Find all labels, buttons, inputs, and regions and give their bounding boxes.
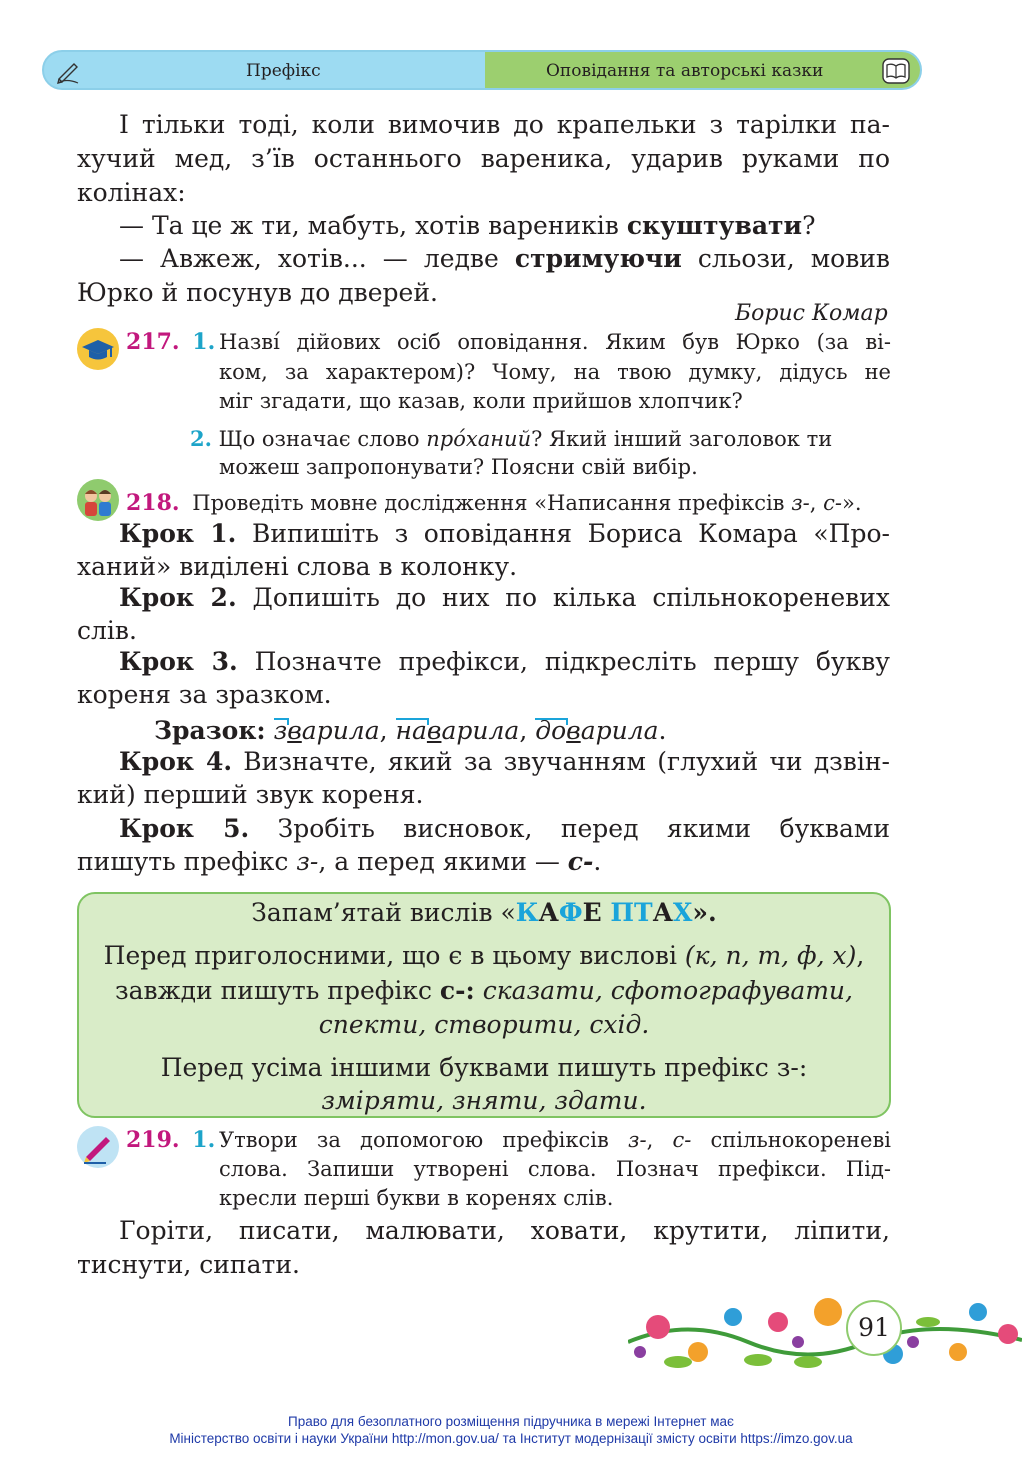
pen-icon xyxy=(56,58,82,84)
step-1: Крок 1. Випишіть з оповідання Бориса Комара «Про- xyxy=(119,519,890,548)
story-line: хучий мед, з’їв останнього вареника, ударив руками по xyxy=(77,144,890,173)
story-dialogue: — Авжеж, хотів... — ледве стримуючи сльози, мовив xyxy=(119,244,891,273)
exercise-217 xyxy=(126,328,215,357)
exercise-text: можеш запропонувати? Поясни свій вибір. xyxy=(219,455,698,479)
exercise-text: Утвори за допомогою префіксів з-, с- спільнокореневі xyxy=(219,1128,891,1152)
exercise-number: 219. xyxy=(126,1127,180,1153)
example-word: зняти, xyxy=(452,1086,547,1115)
step-4: Крок 4. Визначте, який за звучанням (глухий чи дзвін- xyxy=(119,747,890,776)
rule-text: Перед приголосними, що є в цьому вислові (к, п, т, ф, х), xyxy=(103,941,865,970)
story-author: Борис Комар xyxy=(735,301,888,326)
header-section-title: Префікс xyxy=(246,61,321,81)
exercise-number: 217. xyxy=(126,329,180,355)
exercise-text: 2. Що означає слово про́ханий? Який інший заголовок ти xyxy=(190,426,833,451)
example-word: сфотографувати, xyxy=(610,976,853,1005)
step-3: Крок 3. Позначте префікси, підкресліть першу букву xyxy=(119,647,890,676)
exercise-text: кресли перші букви в коренях слів. xyxy=(219,1186,614,1210)
exercise-219 xyxy=(126,1126,215,1155)
exercise-text: ком, за характером)? Чому, на твою думку, дідусь не xyxy=(219,360,891,384)
graduation-cap-icon xyxy=(76,327,120,371)
header-bar xyxy=(42,50,922,90)
step-3-cont: кореня за зразком. xyxy=(77,680,332,709)
example-word: сказати, xyxy=(482,976,603,1005)
example-word: створити, xyxy=(434,1010,582,1039)
step-2-cont: слів. xyxy=(77,616,137,645)
story-line: І тільки тоді, коли вимочив до крапельки з тарілки па- xyxy=(119,110,890,139)
step-5-cont: пишуть префікс з-, а перед якими — с-. xyxy=(77,847,602,876)
footer-line: Право для безоплатного розміщення підручника в мережі Інтернет має xyxy=(288,1414,734,1429)
rule-box xyxy=(77,892,891,1118)
story-line: Юрко й посунув до дверей. xyxy=(77,278,438,307)
story-dialogue: — Та це ж ти, мабуть, хотів вареників скуштувати? xyxy=(119,211,816,240)
footer-line: Міністерство освіти і науки України http://mon.gov.ua/ та Інститут модернізації змісту освіти https://imzo.gov.ua xyxy=(169,1431,853,1446)
rule-text: Перед усіма іншими буквами пишуть префікс з-: xyxy=(160,1053,808,1082)
exercise-text: слова. Запиши утворені слова. Познач префікси. Під- xyxy=(219,1157,891,1181)
rule-text xyxy=(79,1084,889,1118)
exercise-text: міг згадати, що казав, коли прийшов хлопчик? xyxy=(219,389,743,413)
floral-ornament xyxy=(628,1282,1022,1382)
story-line: колінах: xyxy=(77,178,186,207)
sample-line: Зразок: з варила, на варила, до варила. xyxy=(154,716,667,745)
rule-text xyxy=(79,1008,889,1042)
exercise-subnumber: 1. xyxy=(192,329,216,355)
exercise-218: 218. Проведіть мовне дослідження «Написання префіксів з-, с-». xyxy=(126,490,862,516)
example-word: зміряти, xyxy=(321,1086,445,1115)
word-list: тиснути, сипати. xyxy=(77,1250,300,1279)
exercise-text: Назві́ дійових осіб оповідання. Яким був Юрко (за ві- xyxy=(219,330,891,354)
writing-icon xyxy=(76,1125,120,1169)
step-1-cont: ханий» виділені слова в колонку. xyxy=(77,552,518,581)
rule-text: завжди пишуть префікс с-: сказати, сфотографувати, xyxy=(115,976,853,1005)
book-icon xyxy=(882,58,910,84)
example-word: схід. xyxy=(589,1010,650,1039)
exercise-subnumber: 1. xyxy=(192,1127,216,1153)
example-word: здати. xyxy=(554,1086,647,1115)
step-2: Крок 2. Допишіть до них по кілька спільнокореневих xyxy=(119,583,890,612)
exercise-number: 218. xyxy=(126,490,180,516)
header-chapter-title: Оповідання та авторські казки xyxy=(546,61,824,81)
group-work-icon xyxy=(76,478,120,522)
word-list: Горіти, писати, малювати, ховати, крутити, ліпити, xyxy=(119,1216,890,1245)
page-number: 91 xyxy=(846,1300,902,1356)
step-5: Крок 5. Зробіть висновок, перед якими буквами xyxy=(119,814,890,843)
step-4-cont: кий) перший звук кореня. xyxy=(77,780,424,809)
rule-title: Запам’ятай вислів «КАФЕ ПТАХ». xyxy=(251,898,717,927)
example-word: спекти, xyxy=(318,1010,427,1039)
exercise-subnumber: 2. xyxy=(190,426,212,451)
